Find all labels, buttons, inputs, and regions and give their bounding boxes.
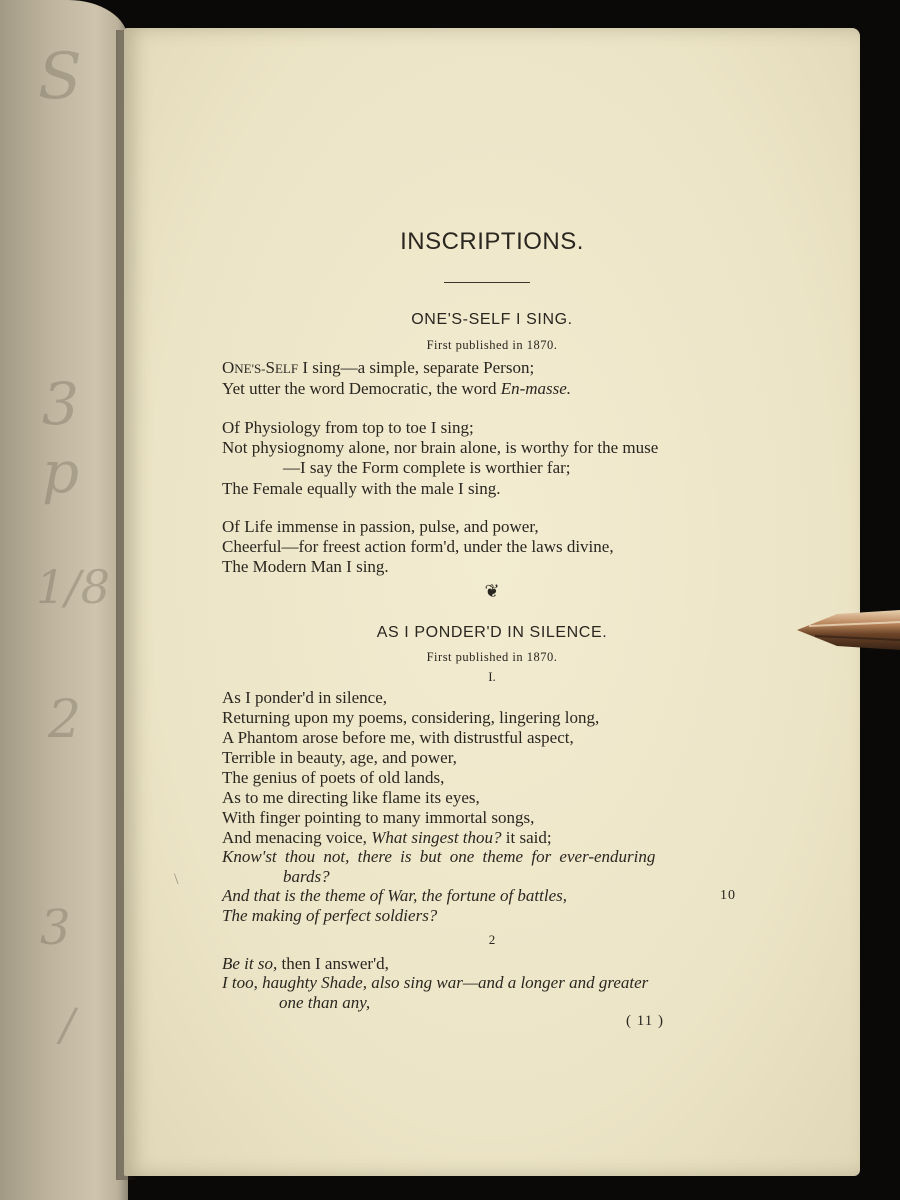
poem-line: And that is the theme of War, the fortune of battles, xyxy=(222,886,568,905)
poem-line: The Modern Man I sing. xyxy=(222,557,389,576)
line-number: 10 xyxy=(720,888,736,903)
poem-line: ONE'S-SELF I sing—a simple, separate Person; xyxy=(222,358,535,377)
poem-line: Know'st thou not, there is but one theme for ever-enduring xyxy=(222,847,656,866)
poem-line: Of Life immense in passion, pulse, and power, xyxy=(222,517,539,536)
poem-line: The making of perfect soldiers? xyxy=(222,906,438,925)
poem-line: Cheerful—for freest action form'd, under the laws divine, xyxy=(222,537,614,556)
poem-line: As to me directing like flame its eyes, xyxy=(222,788,480,807)
poem-line: With finger pointing to many immortal songs, xyxy=(222,808,535,827)
poem-line: Returning upon my poems, considering, lingering long, xyxy=(222,708,600,727)
fleuron-ornament-icon: ❦ xyxy=(484,581,500,601)
pen-tip-icon xyxy=(797,606,900,654)
poem-line: Terrible in beauty, age, and power, xyxy=(222,748,457,767)
title-rule xyxy=(444,282,530,283)
poem-line: Be it so, then I answer'd, xyxy=(222,954,389,973)
poem-line: The genius of poets of old lands, xyxy=(222,768,445,787)
publication-note: First published in 1870. xyxy=(426,338,558,352)
poem-line: As I ponder'd in silence, xyxy=(222,688,387,707)
page-number: ( 11 ) xyxy=(626,1013,664,1029)
section-number: I. xyxy=(488,669,496,684)
poem-line: one than any, xyxy=(279,993,371,1012)
poem-line: —I say the Form complete is worthier far; xyxy=(283,458,571,477)
poem-line: And menacing voice, What singest thou? it said; xyxy=(222,828,552,847)
book-page xyxy=(124,28,860,1176)
section-number: 2 xyxy=(488,932,496,947)
poem-title: ONE'S-SELF I SING. xyxy=(411,311,573,328)
poem-line: Of Physiology from top to toe I sing; xyxy=(222,418,474,437)
poem-line: Yet utter the word Democratic, the word En-masse. xyxy=(222,379,572,398)
poem-line: The Female equally with the male I sing. xyxy=(222,479,501,498)
poem-line: bards? xyxy=(283,867,330,886)
facing-page-edge: S 3 p 1/8 2 3 / xyxy=(0,0,128,1200)
poem-line: Not physiognomy alone, nor brain alone, is worthy for the muse xyxy=(222,438,659,457)
poem-title: AS I PONDER'D IN SILENCE. xyxy=(376,624,608,641)
page-title: INSCRIPTIONS. xyxy=(400,228,584,255)
margin-mark: \ xyxy=(174,871,179,888)
poem-line: I too, haughty Shade, also sing war—and a longer and greater xyxy=(222,973,649,992)
poem-line: A Phantom arose before me, with distrustful aspect, xyxy=(222,728,574,747)
publication-note: First published in 1870. xyxy=(426,650,558,664)
